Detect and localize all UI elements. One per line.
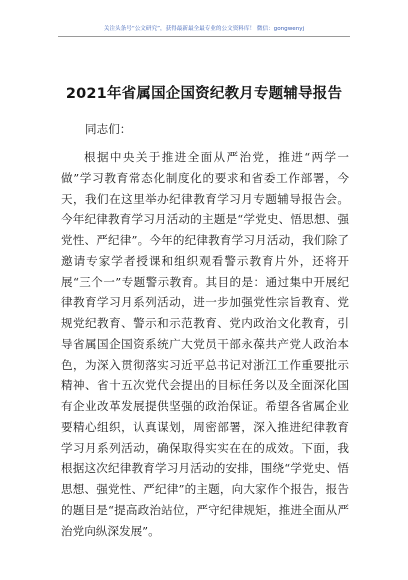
document-title: 2021年省属国企国资纪教月专题辅导报告 <box>65 86 343 102</box>
header-divider <box>58 36 350 37</box>
header-promo-text: 关注头条号“公文研究”，获得最新最全最专业的公文资料库！ 微信：gongwenyj <box>103 26 305 32</box>
body-paragraph: 根据中央关于推进全面从严治党，推进“两学一做”学习教育常态化制度化的要求和省委工作部署，今天，我们在这里举办纪律教育学习月专题辅导报告会。今年纪律教育学习月活动的主题是“学党史、悟思想、强党性、严纪律”。今年的纪律教育学习月活动，我们除了邀请专家学者授课和组织观看警示教育片外，还将开展“三个一”专题警示教育。其目的是：通过集中开展纪律教育学习月系列活动，进一步加强党性宗旨教育、党规党纪教育、警示和示范教育、党内政治文化教育，引导省属国企国资系统广大党员干部永葆共产党人政治本色，为深入贯彻落实习近平总书记对浙江工作重要批示精神、省十五次党代会提出的目标任务以及全面深化国有企业改革发展提供坚强的政治保证。希望各省属企业要精心组织，认真谋划，周密部署，深入推进纪律教育学习月系列活动，确保取得实实在在的成效。下面，我根据这次纪律教育学习月活动的安排，围绕“学党史、悟思想、强党性、严纪律”的主题，向大家作个报告，报告的题目是“提高政治站位，严守纪律规矩，推进全面从严治党向纵深发展”。 <box>61 150 349 538</box>
salutation: 同志们： <box>85 122 132 136</box>
